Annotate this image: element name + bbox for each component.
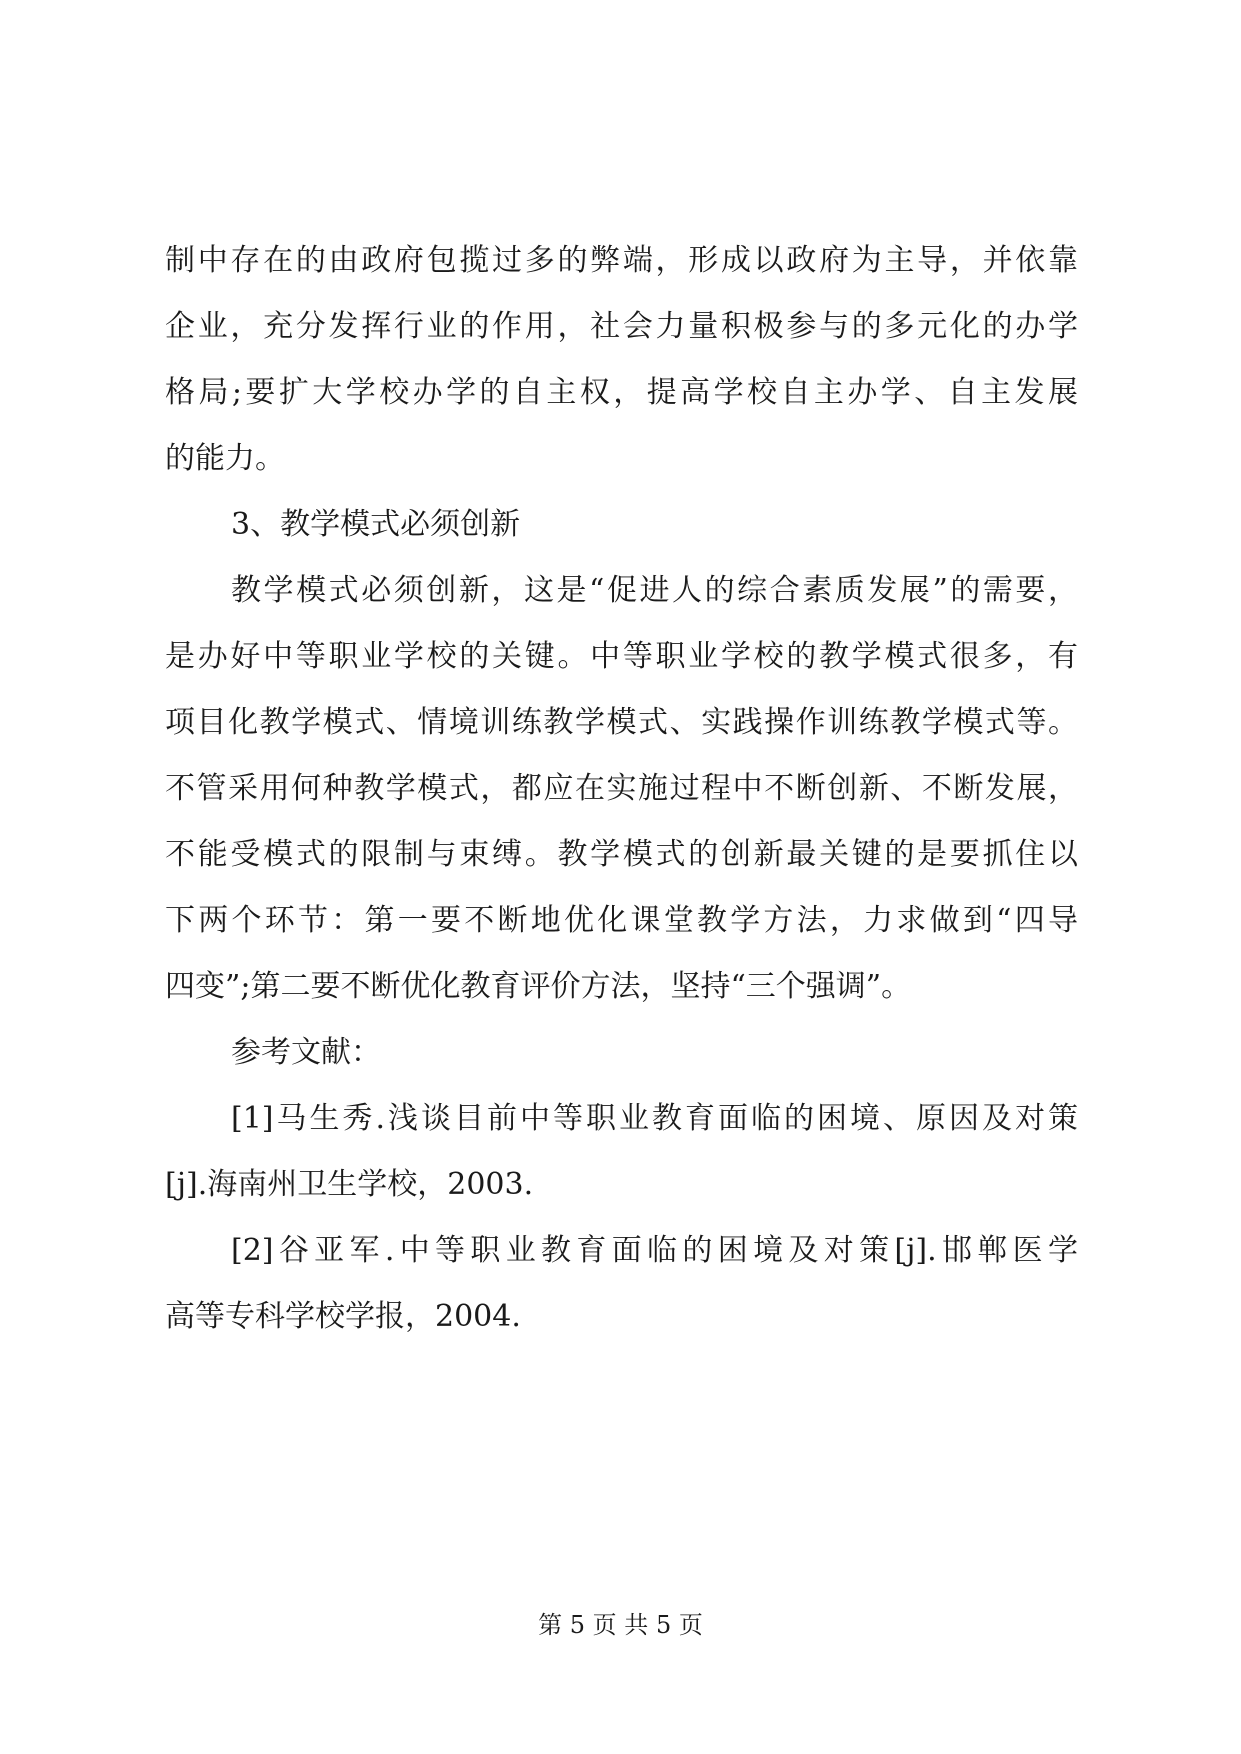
page-number-footer: 第 5 页 共 5 页 bbox=[538, 1611, 703, 1639]
heading-line: 3、教学模式必须创新 bbox=[231, 507, 521, 542]
text-line: 下两个环节：第一要不断地优化课堂教学方法，力求做到“四导 bbox=[165, 903, 1078, 938]
text-line: [j].海南州卫生学校，2003. bbox=[165, 1167, 534, 1202]
references-heading bbox=[165, 1020, 1078, 1086]
reference-item bbox=[165, 1086, 1078, 1218]
text-line: 制中存在的由政府包揽过多的弊端，形成以政府为主导，并依靠 bbox=[165, 243, 1078, 278]
paragraph bbox=[165, 558, 1078, 1020]
section-heading bbox=[165, 492, 1078, 558]
text-line: 高等专科学校学报，2004. bbox=[165, 1299, 521, 1334]
text-line: 教学模式必须创新，这是“促进人的综合素质发展”的需要， bbox=[231, 573, 1078, 608]
text-line: 不管采用何种教学模式，都应在实施过程中不断创新、不断发展， bbox=[165, 771, 1078, 806]
paragraph bbox=[165, 228, 1078, 492]
text-line: 是办好中等职业学校的关键。中等职业学校的教学模式很多，有 bbox=[165, 639, 1078, 674]
text-line: 不能受模式的限制与束缚。教学模式的创新最关键的是要抓住以 bbox=[165, 837, 1078, 872]
document-body bbox=[165, 228, 1078, 1350]
text-line: 格局;要扩大学校办学的自主权，提高学校自主办学、自主发展 bbox=[165, 375, 1078, 410]
text-line: 四变”;第二要不断优化教育评价方法，坚持“三个强调”。 bbox=[165, 969, 912, 1004]
text-line: [1]马生秀.浅谈目前中等职业教育面临的困境、原因及对策 bbox=[231, 1101, 1078, 1136]
text-line: 项目化教学模式、情境训练教学模式、实践操作训练教学模式等。 bbox=[165, 705, 1078, 740]
heading-line: 参考文献： bbox=[231, 1035, 381, 1070]
text-line: [2]谷亚军.中等职业教育面临的困境及对策[j].邯郸医学 bbox=[231, 1233, 1078, 1268]
text-line: 企业，充分发挥行业的作用，社会力量积极参与的多元化的办学 bbox=[165, 309, 1078, 344]
text-line: 的能力。 bbox=[165, 441, 285, 476]
reference-item bbox=[165, 1218, 1078, 1350]
